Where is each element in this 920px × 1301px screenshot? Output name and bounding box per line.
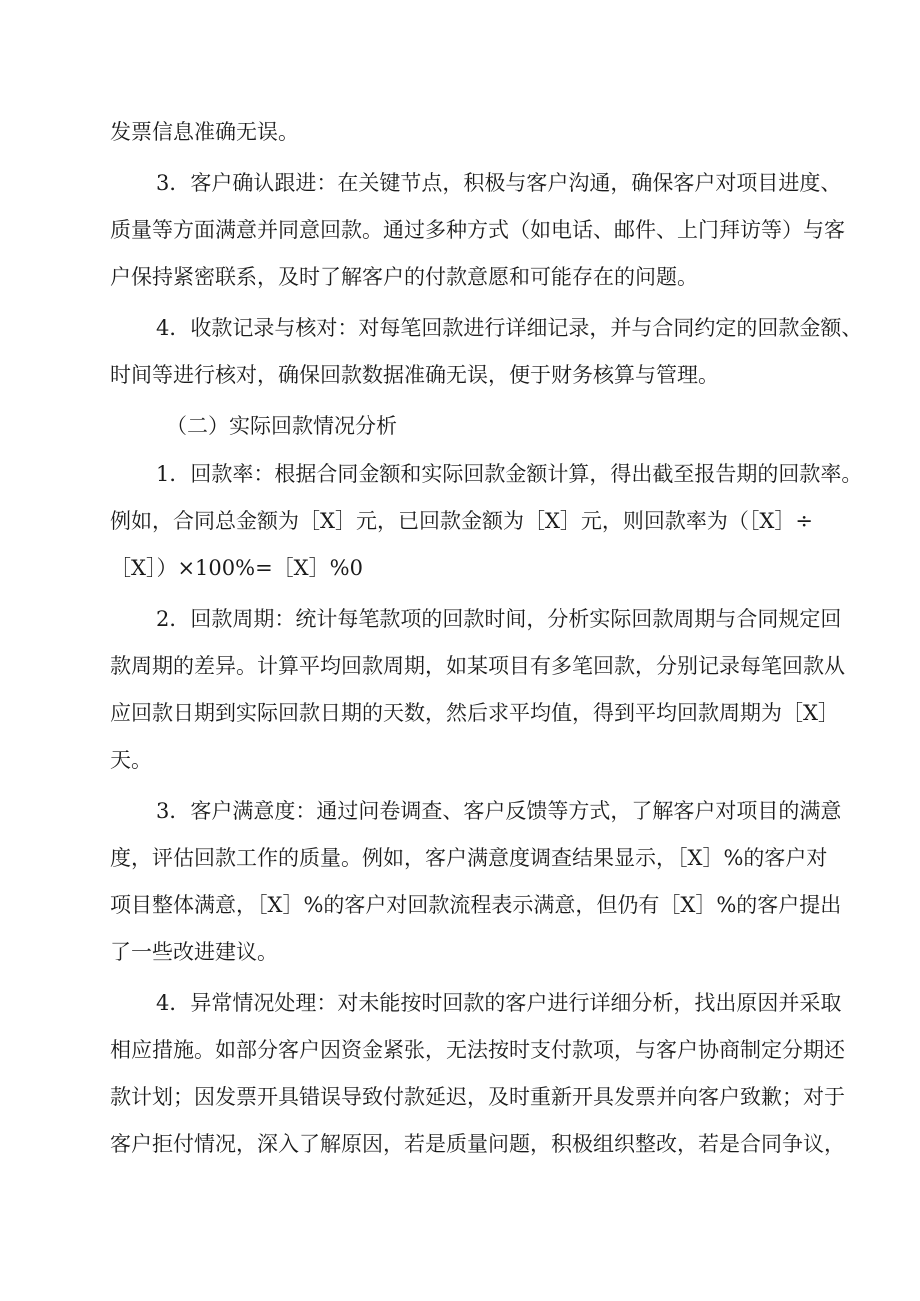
paragraph-line: 发票信息准确无误。 xyxy=(110,120,299,144)
paragraph-line: 户保持紧密联系，及时了解客户的付款意愿和可能存在的问题。 xyxy=(110,265,698,289)
paragraph-line: 例如，合同总金额为［X］元，已回款金额为［X］元，则回款率为（［X］÷ xyxy=(110,509,813,533)
paragraph-line: 质量等方面满意并同意回款。通过多种方式（如电话、邮件、上门拜访等）与客 xyxy=(110,218,845,242)
paragraph-line: 款计划；因发票开具错误导致付款延迟，及时重新开具发票并向客户致歉；对于 xyxy=(110,1085,845,1109)
paragraph-line: 2．回款周期：统计每笔款项的回款时间，分析实际回款周期与合同规定回 xyxy=(156,607,842,631)
paragraph-line: 4．异常情况处理：对未能按时回款的客户进行详细分析，找出原因并采取 xyxy=(156,991,842,1015)
paragraph-line: 度，评估回款工作的质量。例如，客户满意度调查结果显示，［X］%的客户对 xyxy=(110,846,828,870)
paragraph-line: 4．收款记录与核对：对每笔回款进行详细记录，并与合同约定的回款金额、 xyxy=(156,316,863,340)
paragraph-line: 项目整体满意，［X］%的客户对回款流程表示满意，但仍有［X］%的客户提出 xyxy=(110,893,842,917)
paragraph-line: 天。 xyxy=(110,748,152,772)
paragraph-line: ［X］）×100%=［X］%0 xyxy=(110,556,363,580)
paragraph-line: 客户拒付情况，深入了解原因，若是质量问题，积极组织整改，若是合同争议， xyxy=(110,1132,845,1156)
paragraph-line: 1．回款率：根据合同金额和实际回款金额计算，得出截至报告期的回款率。 xyxy=(156,462,863,486)
paragraph-line: 3．客户确认跟进：在关键节点，积极与客户沟通，确保客户对项目进度、 xyxy=(156,171,842,195)
section-heading: （二）实际回款情况分析 xyxy=(166,414,397,438)
paragraph-line: 应回款日期到实际回款日期的天数，然后求平均值，得到平均回款周期为［X］ xyxy=(110,701,839,725)
paragraph-line: 款周期的差异。计算平均回款周期，如某项目有多笔回款，分别记录每笔回款从 xyxy=(110,654,845,678)
paragraph-line: 了一些改进建议。 xyxy=(110,940,278,964)
paragraph-line: 相应措施。如部分客户因资金紧张，无法按时支付款项，与客户协商制定分期还 xyxy=(110,1038,845,1062)
paragraph-line: 3．客户满意度：通过问卷调查、客户反馈等方式，了解客户对项目的满意 xyxy=(156,799,842,823)
paragraph-line: 时间等进行核对，确保回款数据准确无误，便于财务核算与管理。 xyxy=(110,363,719,387)
